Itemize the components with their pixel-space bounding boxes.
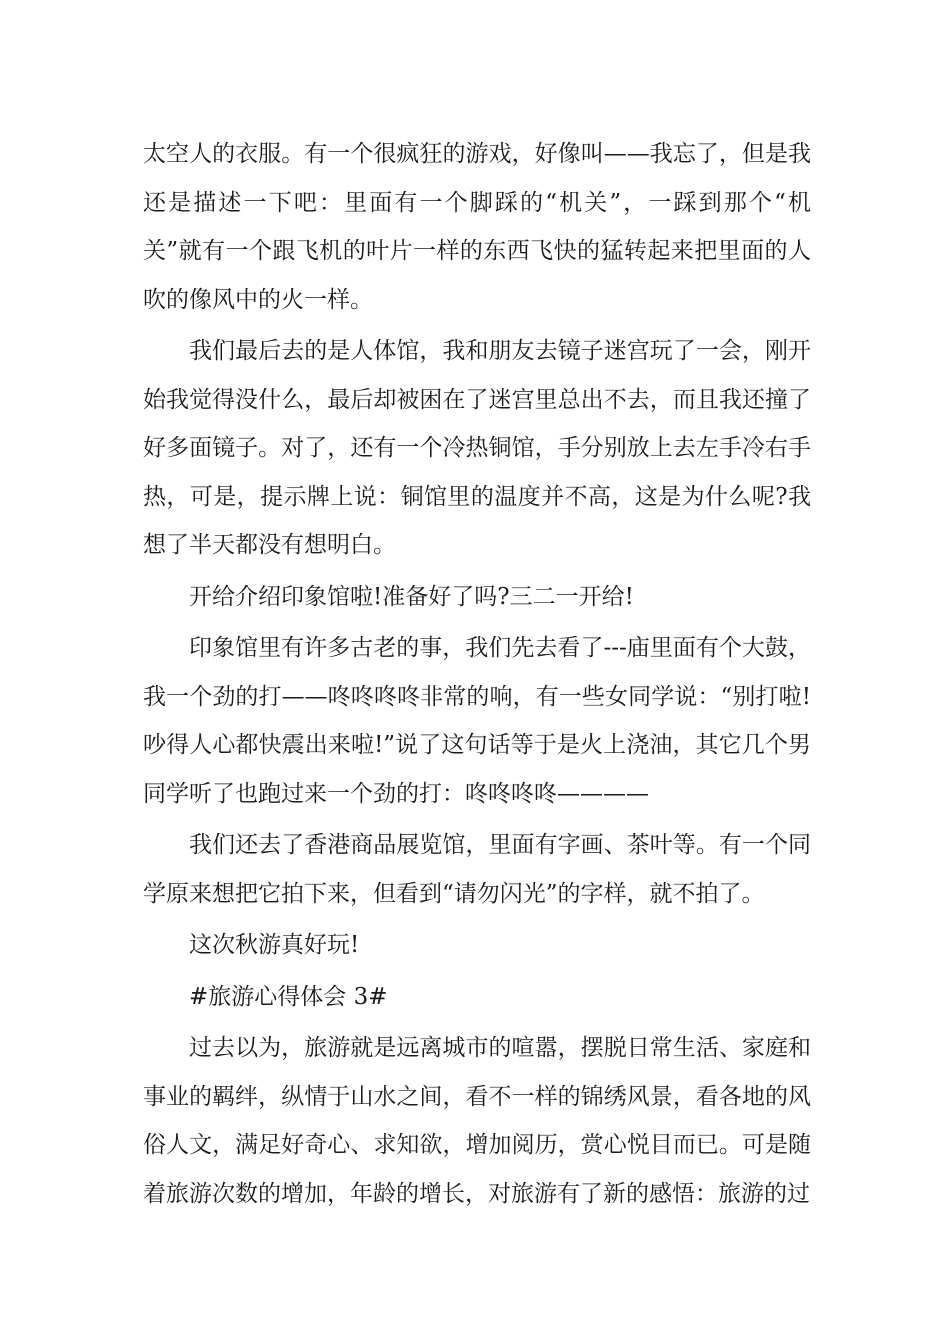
- section-heading: #旅游心得体会 3#: [189, 983, 388, 1010]
- paragraph-travel-reflection: 过去以为，旅游就是远离城市的喧嚣，摆脱日常生活、家庭和事业的羁绊，纵情于山水之间，看不一样的锦绣风景，看各地的风俗人文，满足好奇心、求知欲，增加阅历，赏心悦目而已。可是随着旅游次数的增加，年龄的增长，对旅游有了新的感悟：旅游的过: [143, 1035, 811, 1207]
- paragraph-human-body-hall: 我们最后去的是人体馆，我和朋友去镜子迷宫玩了一会，刚开始我觉得没什么，最后却被困在了迷宫里总出不去，而且我还撞了好多面镜子。对了，还有一个冷热铜馆，手分别放上去左手冷右手热，可是，提示牌上说：铜馆里的温度并不高，这是为什么呢?我想了半天都没有想明白。: [143, 338, 811, 558]
- paragraph-big-drum: 印象馆里有许多古老的事，我们先去看了---庙里面有个大鼓，我一个劲的打——咚咚咚咚非常的响，有一些女同学说：“别打啦!吵得人心都快震出来啦!”说了这句话等于是火上浇油，其它几个男同学听了也跑过来一个劲的打：咚咚咚咚————: [143, 635, 811, 807]
- document-body: [143, 130, 811, 1221]
- paragraph-continuation: 太空人的衣服。有一个很疯狂的游戏，好像叫——我忘了，但是我还是描述一下吧：里面有一个脚踩的“机关”，一踩到那个“机关”就有一个跟飞机的叶片一样的东西飞快的猛转起来把里面的人吹的像风中的火一样。: [143, 141, 811, 313]
- paragraph-hong-kong-exhibition: 我们还去了香港商品展览馆，里面有字画、茶叶等。有一个同学原来想把它拍下来，但看到“请勿闪光”的字样，就不拍了。: [143, 832, 811, 907]
- paragraph-impression-hall-intro: 开给介绍印象馆啦!准备好了吗?三二一开给!: [189, 583, 634, 610]
- paragraph-conclusion: 这次秋游真好玩!: [189, 932, 360, 958]
